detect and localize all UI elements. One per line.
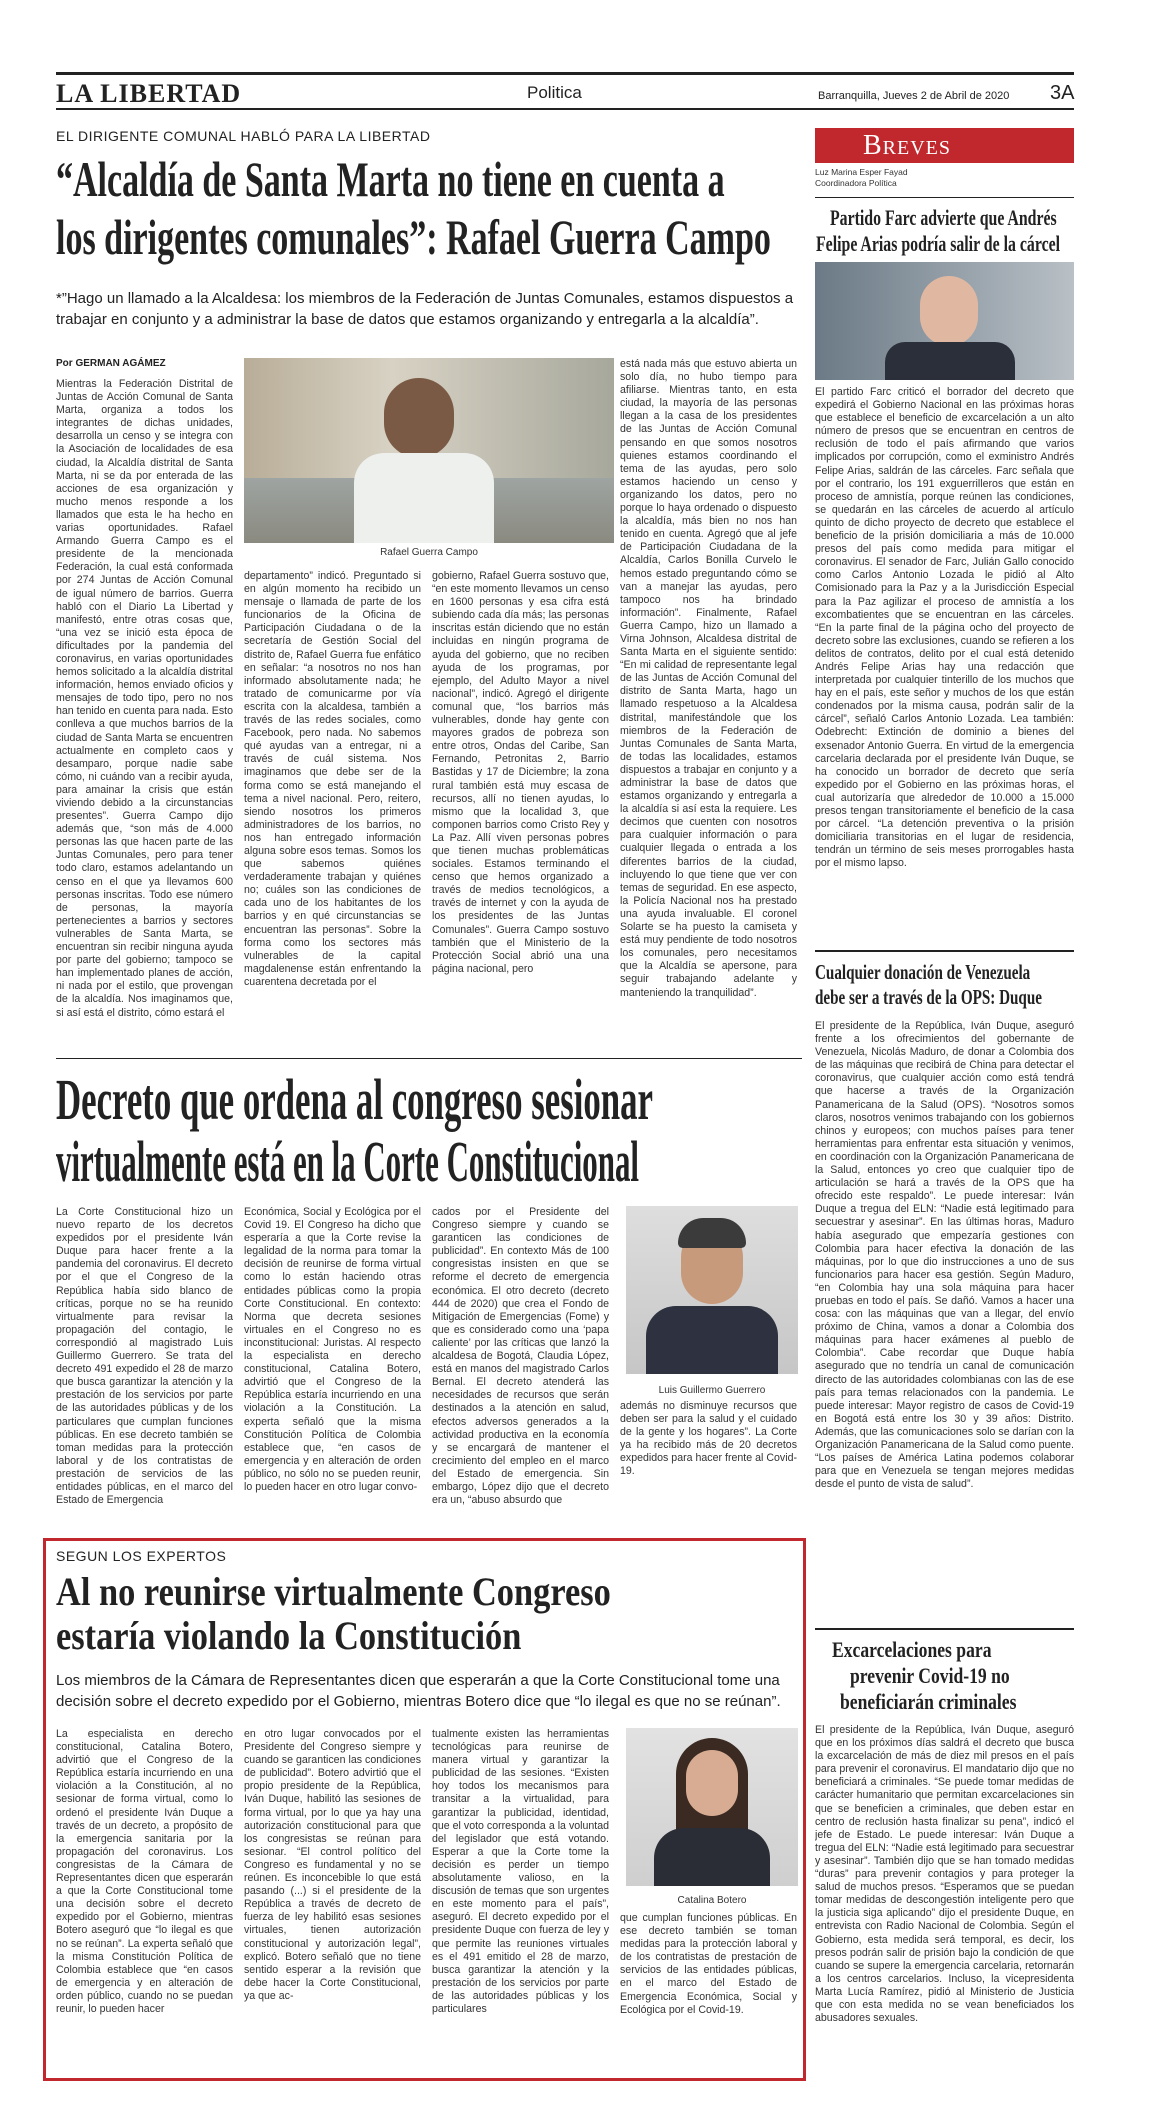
article3-title-line2: estaría violando la Constitución (56, 1613, 522, 1658)
article1-column-4: está nada más que estuvo abierta un solo día, no hubo tiempo para afiliarse. Mientras tanto, en esta ciudad, la mayoría de las personas llegan a la casa de los presidentes de las Juntas de Acción Comunal pensando en que somos nosotros quienes estamos coordinando el tema de las ayudas, pero solo estamos haciendo un censo y organizando los datos, pero no porque lo haya ordenado o dispuesto la alcaldía, más bien no nos han tenido en cuenta. Agregó que al jefe de Participación Ciudadana de la Alcaldía, Carlos Bonilla Curvelo le hemos estado preguntando cómo se van a manejar las ayudas, pero tampoco nos ha brindado información”. Finalmente, Rafael Guerra Campo, hizo un llamado a Virna Johnson, Alcaldesa distrital de Santa Marta en el siguiente sentido: “En mi calidad de representante legal de las Juntas de Acción Comunal del distrito de Santa Marta, hago un llamado respetuoso a la Alcaldesa distrital, manifestándole que los miembros de la Federación de Juntas Comunales de Santa Marta, de todas las localidades, estamos dispuestos a trabajar en conjunto y a administrar la base de datos que estamos organizando y entregarla a la alcaldía si así esta la requiere. Les decimos que cuenten con nosotros para cualquier información o para cualquier llegada o entrada a los diferentes barrios de la ciudad, incluyendo lo que tiene que ver con temas de seguridad. En ese aspecto, la Policía Nacional nos ha prestado una ayuda invaluable. El coronel Solarte se ha puesto la camiseta y está muy pendiente de todo nosotros los comunales, pero necesitamos que la Alcaldía se apersone, para seguir trabajando adelante y manteniendo la tranquilidad”. (620, 358, 797, 999)
breve3-title-line3: beneficiarán criminales (840, 1689, 1017, 1714)
article2-title-line1: Decreto que ordena al congreso sesionar (56, 1067, 654, 1132)
article3-deck: Los miembros de la Cámara de Representantes dicen que esperarán a que la Corte Constitucional tome una decisión sobre el decreto expedido por el Gobierno, mientras Botero dice que “lo ilegal es que no se reúnan”. (56, 1672, 781, 1710)
breve3-title-line2: prevenir Covid-19 no (850, 1663, 1010, 1688)
breve2-title-line1: Cualquier donación de Venezuela (815, 960, 1031, 984)
article2-column-1: La Corte Constitucional hizo un nuevo reparto de los decretos expedidos por el presidente Iván Duque para hacer frente a la pandemia del coronavirus. El decreto por el que el Congreso de la República había sido blanco de críticas, porque no se ha reunido virtualmente para revisar la propagación del contagio, le correspondió al magistrado Luis Guillermo Guerrero. Se trata del decreto 491 expedido el 28 de marzo que busca garantizar la atención y la prestación de los servicios por parte de las autoridades públicas y de los particulares que cumplan funciones públicas. En ese decreto también se toman medidas para la protección laboral y de los contratistas de prestación de servicios de las entidades públicas, en el marco del Estado de Emergencia (56, 1206, 233, 1507)
breve2-top-rule (815, 950, 1074, 952)
article3-column-4: que cumplan funciones públicas. En ese decreto también se toman medidas para la protección laboral y de los contratistas de prestación de servicios de las entidades públicas, en el marco del Estado de Emergencia Económica, Social y Ecológica por el Covid-19. (620, 1912, 797, 2016)
breves-title: Breves (863, 130, 952, 161)
article3-column-2: en otro lugar convocados por el Presidente del Congreso siempre y cuando se garanticen las condiciones de publicidad”. Botero advirtió que el propio presidente de la República, Iván Duque, habilitó las sesiones de forma virtual, por lo que ya hay una autorización constitucional para que los congresistas se reúnan para sesionar. “El control político del Congreso es fundamental y no se reúnen. Es inconcebible lo que está pasando (...) si el presidente de la República a través de decreto de fuerza de ley habilitó esas sesiones virtuales, tienen autorización constitucional y autorización legal”, explicó. Botero señaló que no tiene sentido esperar a la revisión que debe hacer la Corte Constitucional, ya que ac- (244, 1728, 421, 2002)
article2-top-rule (56, 1058, 802, 1059)
article2-column-2: Económica, Social y Ecológica por el Covid 19. El Congreso ha dicho que esperaría a que la Corte revise la legalidad de la norma para tomar la decisión de reunirse de forma virtual como lo están haciendo otras entidades públicas como la propia Corte Constitucional. En contexto: Norma que decreta sesiones virtuales en el Congreso no es inconstitucional: Juristas. Al respecto la especialista en derecho constitucional, Catalina Botero, advirtió que el Congreso de la República estaría incurriendo en una violación a la Constitución. La experta señaló que la misma Constitución Política de Colombia establece que, “en casos de emergencia y en alteración de orden público, no sólo no se pueden reunir, lo pueden hacer en otro lugar convo- (244, 1206, 421, 1493)
article3-title-line1: Al no reunirse virtualmente Congreso (56, 1569, 611, 1614)
article2-column-4: además no disminuye recursos que deben ser para la salud y el cuidado de la gente y los hogares”. La Corte ya ha recibido más de 20 decretos expedidos para hacer frente al Covid-19. (620, 1400, 797, 1478)
breves-banner (815, 128, 1074, 163)
breve1-text: El partido Farc criticó el borrador del decreto que expedirá el Gobierno Nacional en las próximas horas que establece el beneficio de excarcelación a un alto número de presos que se encuentran en centros de reclusión de todo el país afirmando que varios implicados por corrupción, como el exministro Andrés Felipe Arias, saldrán de las cárceles. Farc señala que por el contrario, los 191 exguerrilleros que están en proceso de amnistía, porque reúnen las condiciones, se quedarán en las cárceles de acuerdo al artículo quinto de dicho proyecto de decreto que establece el beneficio de la prisión domiciliaria a más de 10.000 presos del país como medida para mitigar el coronavirus. El senador de Farc, Julián Gallo conocido como Carlos Antonio Lozada le pidió al Alto Comisionado para la Paz y a la Jurisdicción Especial para la Paz agilizar el proceso de amnistía a los excombatientes que se encuentran en las cárceles. “En la parte final de la página ocho del proyecto de decreto sobre las exclusiones, cuando se refieren a los delitos de contratos, delito por el cual está detenido Andrés Felipe Arias hay una redacción que interpretada por cualquier tinterillo de los muchos que hay en el país, este señor y muchos de los que están condenados por la misma causa, podrán salir de la cárcel”, señaló Carlos Antonio Lozada. Lea también: Odebrecht: Extinción de dominio a bienes del exsenador Antonio Guerra. En virtud de la emergencia carcelaria declarada por el presidente Iván Duque, se ha conocido un borrador de decreto que sería expedido por el Gobierno en las próximas horas, el cual autorizaría que alrededor de 10.000 a 15.000 presos tengan transitoriamente el beneficio de la casa por cárcel. “La detención preventiva o la prisión domiciliaria transitorias en el lugar de residencia, tendrán un término de seis meses prorrogables hasta por el mismo lapso. (815, 386, 1074, 870)
article1-kicker: EL DIRIGENTE COMUNAL HABLÓ PARA LA LIBERTAD (56, 128, 431, 144)
breves-editor: Luz Marina Esper Fayad (815, 167, 908, 177)
article2-photo-caption: Luis Guillermo Guerrero (658, 1385, 766, 1396)
breve2-title-line2: debe ser a través de la OPS: Duque (815, 985, 1042, 1009)
breve1-photo (815, 262, 1074, 380)
article2-column-3: cados por el Presidente del Congreso siempre y cuando se garanticen las condiciones de publicidad”. En contexto Más de 100 congresistas insisten en que se reforme el decreto de emergencia económica. El otro decreto (decreto 444 de 2020) que crea el Fondo de Mitigación de Emergencias (Fome) y que es considerado como una ‘papa caliente’ por las críticas que lanzó la alcaldesa de Bogotá, Claudia López, está en manos del magistrado Carlos Bernal. El decreto atenderá las necesidades de recursos que serán destinados a la atención en salud, efectos adversos generados a la actividad productiva en la economía y se encargará de mantener el crecimiento del empleo en el marco del Estado de emergencia. Sin embargo, López dijo que el decreto era un, “abuso absurdo que (432, 1206, 609, 1507)
breve1-title-line1: Partido Farc advierte que Andrés (830, 205, 1057, 230)
article1-photo (244, 358, 614, 543)
breve3-text: El presidente de la República, Iván Duque, aseguró que en los próximos días saldrá el decreto que busca la excarcelación de más de diez mil presos en el país para prevenir el coronavirus. El mandatario dijo que no beneficiará a criminales. “Se puede tomar medidas de carácter humanitario que permitan excarcelaciones sin que se beneficien a criminales, que deben estar en centro de reclusión hasta finalizar su pena”, indicó el jefe de Estado. Le puede interesar: Iván Duque a tregua del ELN: “Nadie está legitimado para secuestrar y asesinar”. También dijo que se han tomado medidas “duras” para prevenir contagios y para proteger la salud de muchos presos. “Esperamos que se puedan tomar medidas de descongestión inteligente pero que la justicia siga aplicando” dijo el presidente Duque, en entrevista con Radio Nacional de Colombia. Según el Gobierno, esta medida será temporal, es decir, los presos podrán salir de prisión bajo la condición de que cuando se supere la emergencia carcelaria, retornarán a los centros carcelarios. Incluso, la vicepresidenta Marta Lucía Ramírez, pidió al Ministerio de Justicia que con esta medida no se vean beneficiados los abusadores sexuales. (815, 1724, 1074, 2025)
article1-deck: *”Hago un llamado a la Alcaldesa: los miembros de la Federación de Juntas Comunales, estamos dispuestos a trabajar en conjunto y a administrar la base de datos que estamos organizando y entregarla a la alcaldía”. (56, 290, 794, 328)
article3-photo (626, 1728, 798, 1886)
page-number: 3A (1050, 82, 1075, 104)
article2-title-line2: virtualmente está en la Corte Constitucional (56, 1129, 639, 1194)
breve1-title-line2: Felipe Arias podría salir de la cárcel (816, 231, 1061, 256)
header-top-rule (56, 72, 1074, 75)
breves-rule (815, 197, 1074, 198)
breve3-top-rule (815, 1628, 1074, 1630)
article1-photo-caption: Rafael Guerra Campo (380, 547, 478, 558)
article3-kicker: SEGUN LOS EXPERTOS (56, 1548, 227, 1564)
article3-photo-caption: Catalina Botero (677, 1895, 747, 1906)
article2-photo (626, 1206, 798, 1374)
article1-column-3: gobierno, Rafael Guerra sostuvo que, “en este momento llevamos un censo en 1600 personas y esa cifra está subiendo cada día más; las personas inscritas están diciendo que no están incluidas en ningún programa de ayuda del gobierno, que no reciben ayuda de los programas, por ejemplo, del Adulto Mayor a nivel nacional”, indicó. Agregó el dirigente comunal que, “los barrios más vulnerables, donde hay gente con mayores grados de pobreza son entre otros, Ondas del Caribe, San Fernando, Petronitas 2, Barrio Bastidas y 17 de Diciembre; la zona rural también está muy escasa de recursos, allí no tienen ayudas, lo mismo que la localidad 3, que componen barrios como Cristo Rey y La Paz. Allí viven personas pobres que tienen muchas problemáticas sociales. Estamos terminando el censo que hemos organizado a través de medios tecnológicos, a través de internet y con la ayuda de los presidentes de las Juntas Comunales”. Guerra Campo sostuvo también que el Ministerio de la Protección Social abrió una una página nacional, pero (432, 570, 609, 975)
article1-column-2: departamento” indicó. Preguntado si en algún momento ha recibido un mensaje o llamada de parte de los funcionarios de la Oficina de Participación Ciudadana o de la secretaría de Gestión Social del distrito de, Rafael Guerra fue enfático en señalar: “a nosotros no nos han informado absolutamente nada; he tratado de comunicarme por vía escrita con la alcaldesa, también a través de las redes sociales, como Facebook, pero nada. No sabemos qué ayudas van a entregar, ni a través de cuál sistema. Nos imaginamos que debe ser de la forma como se está manejando el tema a nivel nacional. Pero, reitero, siendo nosotros los primeros administradores de los barrios, no nos han entregado información alguna sobre esos temas. Somos los que sabemos quiénes verdaderamente trabajan y quiénes no; cuáles son las condiciones de cada uno de los habitantes de los barrios y en qué circunstancias se encuentran las personas”. Sobre la forma como los sectores más vulnerables de la capital magdalenense están enfrentando la cuarentena decretada por el (244, 570, 421, 988)
article3-column-1: La especialista en derecho constitucional, Catalina Botero, advirtió que el Congreso de la República estaría incurriendo en una violación a la Constitución, al no sesionar de forma virtual, como lo ordenó el presidente Iván Duque a través de un decreto, a propósito de la emergencia sanitaria por la propagación del coronavirus. Los congresistas de la Cámara de Representantes dicen que esperarán a que la Corte Constitucional tome una decisión sobre el decreto expedido por el Gobierno, mientras Botero aseguró que “lo ilegal es que no se reúnan”. La experta señaló que la misma Constitución Política de Colombia establece que “en casos de emergencia y en alteración de orden público, cuando no se puedan reunir, lo pueden hacer (56, 1728, 233, 2015)
masthead: LA LIBERTAD (56, 79, 242, 108)
article1-title-line2: los dirigentes comunales”: Rafael Guerra Campo (56, 209, 771, 265)
breves-editor-role: Coordinadora Política (815, 178, 897, 188)
article1-column-1: Mientras la Federación Distrital de Juntas de Acción Comunal de Santa Marta, organiza a todos los integrantes de dichas unidades, desarrolla un censo y se integra con la Asociación de localidades de esa ciudad, la Alcaldía distrital de Santa Marta, ni se da por enterada de las acciones de esa organización y mucho menos responde a los llamados que esta le ha hecho en varias oportunidades. Rafael Armando Guerra Campo es el presidente de la mencionada Federación, la cual está conformada por 274 Juntas de Acción Comunal de igual número de barrios. Guerra habló con el Diario La Libertad y manifestó, entre otras cosas que, “una vez se inició esta época de dificultades por la pandemia del coronavirus, en varias oportunidades hemos solicitado a la alcaldía distrital información, hemos enviado oficios y mensajes de todo tipo, pero no nos han tenido en cuenta para nada. Esto conlleva a que muchos barrios de la ciudad de Santa Marta se encuentren actualmente en completo caos y desamparo, porque nadie sabe cómo, ni cuándo van a recibir ayuda, para amainar la crisis que están viviendo debido a la circunstancias presentes”. Guerra Campo dijo además que, “son más de 4.000 personas las que hacen parte de las Juntas Comunales, pero para tener todo claro, estamos adelantando un censo en el que ya llevamos 600 personas inscritas. Todo ese número de personas, la mayoría pertenecientes a barrios y sectores vulnerables de Santa Marta, se encuentran sin recibir ninguna ayuda por parte del gobierno; tampoco se han implementado planes de acción, ni nada por el estilo, que provengan de la alcaldía. Nos imaginamos que, si así está el distrito, cómo estará el (56, 378, 233, 1019)
header-bottom-rule (56, 108, 1074, 110)
article1-title-line1: “Alcaldía de Santa Marta no tiene en cuenta a (56, 151, 725, 207)
breve2-text: El presidente de la República, Iván Duque, aseguró frente a los ofrecimientos del gobernante de Venezuela, Nicolás Maduro, de donar a Colombia dos de las máquinas que recibirá de China para detectar el coronavirus, que cualquier acción como está tendrá que hacerse a través de la Organización Panamericana de la Salud (OPS). “Nosotros somos claros, nosotros venimos trabajando con los gobiernos chinos y europeos; con muchos países para tener herramientas para enfrentar esta situación y venimos, en coordinación con la Organización Panamericana de la Salud, entonces yo creo que cualquier tipo de articulación se hará a través de la OPS que ha ofrecido este respaldo”. Le puede interesar: Iván Duque a tregua del ELN: “Nadie está legitimado para secuestrar y asesinar”. En las últimas horas, Maduro había asegurado que empezaría gestiones con Colombia para hacer efectiva la donación de las máquinas, por lo que dio instrucciones a uno de sus funcionarios para hacer esa gestión. Según Maduro, “en Colombia hay una sola máquina para hacer pruebas en todo el país. Se dañó. Vamos a hacer una cosa: con las máquinas que van a llegar, del envío próximo de China, vamos a donar a Colombia dos máquinas para hacer exámenes al pueblo de Colombia”. Cabe recordar que Duque había asegurado que no tendría un canal de comunicación directo de las autoridades colombianas con las de ese país para temas relacionados con la pandemia. Le puede interesar: Mayor registro de casos de Covid-19 en Bogotá está entre los 30 y 39 años: Distrito. Además, que las comunicaciones solo se darían con la Organización Panamericana de la Salud como puente. “Los países de América Latina podemos colaborar para que en Venezuela se tengan mejores medidas desde el punto de vista de salud”. (815, 1020, 1074, 1491)
breve3-title-line1: Excarcelaciones para (832, 1637, 992, 1662)
article3-column-3: tualmente existen las herramientas tecnológicas para reunirse de manera virtual y garantizar la publicidad de las sesiones. “Existen hoy todos los mecanismos para transitar a la virtualidad, para garantizar la publicidad, identidad, que el voto corresponda a la voluntad del legislador que está votando. Esperar a que la Corte tome la decisión es perder un tiempo absolutamente valioso, en la discusión de temas que son urgentes en este momento para el país”, aseguró. El decreto expedido por el presidente Duque con fuerza de ley y que permite las reuniones virtuales es el 491 emitido el 28 de marzo, busca garantizar la atención y la prestación de los servicios por parte de las autoridades públicas y los particulares (432, 1728, 609, 2015)
section-name: Politica (527, 83, 582, 102)
dateline: Barranquilla, Jueves 2 de Abril de 2020 (818, 90, 1010, 102)
article1-byline: Por GERMAN AGÁMEZ (56, 358, 166, 369)
